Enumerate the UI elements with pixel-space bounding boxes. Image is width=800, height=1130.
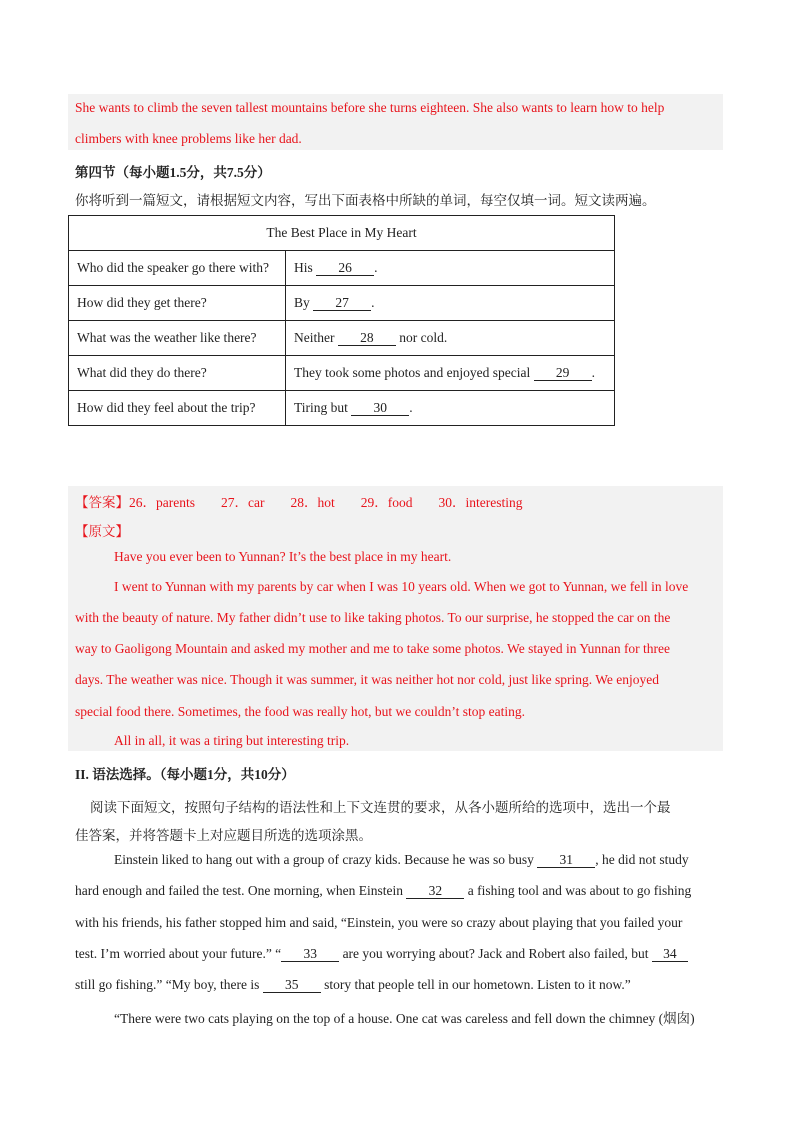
passage-line: test. I’m worried about your future.” “ 33 are you worrying about? Jack and Robert also failed, but 34 [75, 946, 688, 962]
table-row [69, 286, 615, 321]
table-row [69, 321, 615, 356]
table-question: How did they feel about the trip? [69, 391, 286, 426]
table-answer: Neither 28 nor cold. [286, 321, 615, 356]
table-question: What was the weather like there? [69, 321, 286, 356]
answers-label: 【答案】 [75, 495, 129, 510]
answers-line [75, 491, 522, 511]
section4-heading: 第四节（每小题1.5分，共7.5分） [75, 165, 271, 180]
table-answer: His 26 . [286, 251, 615, 286]
answer-item: 29．food [360, 495, 413, 510]
table-row [69, 391, 615, 426]
passage-line: hard enough and failed the test. One morning, when Einstein 32 a fishing tool and was about to go fishing [75, 883, 692, 898]
grammar-heading: II. 语法选择。（每小题1分，共10分） [75, 767, 295, 782]
listening-table [68, 215, 615, 426]
blank-31: 31 [537, 853, 595, 868]
blank-32: 32 [406, 884, 464, 899]
transcript-line: with the beauty of nature. My father didn’t use to like taking photos. To our surprise, he stopped the car on the [75, 610, 671, 625]
table-question: How did they get there? [69, 286, 286, 321]
table-answer: Tiring but 30 . [286, 391, 615, 426]
answer-item: 27．car [220, 495, 265, 510]
passage-line: “There were two cats playing on the top of a house. One cat was careless and fell down the chimney (烟囱) [114, 1011, 695, 1026]
table-question: Who did the speaker go there with? [69, 251, 286, 286]
answer-blank-29: 29 [534, 366, 592, 381]
blank-33: 33 [281, 947, 339, 962]
answer-blank-30: 30 [351, 401, 409, 416]
table-answer: By 27 . [286, 286, 615, 321]
transcript-line: days. The weather was nice. Though it was summer, it was neither hot nor cold, just like spring. We enjoyed [75, 672, 660, 687]
grammar-instruction-1: 阅读下面短文，按照句子结构的语法性和上下文连贯的要求，从各小题所给的选项中，选出一个最 [90, 800, 671, 815]
answer-blank-27: 27 [313, 296, 371, 311]
answer-blank-26: 26 [316, 261, 374, 276]
answer-item: 26．parents [129, 495, 195, 510]
blank-34: 34 [652, 947, 688, 962]
answer-item: 30．interesting [438, 495, 523, 510]
answer-blank-28: 28 [338, 331, 396, 346]
table-row [69, 356, 615, 391]
blank-35: 35 [263, 978, 321, 993]
table-question: What did they do there? [69, 356, 286, 391]
table-title: The Best Place in My Heart [69, 216, 615, 251]
passage-line: with his friends, his father stopped him and said, “Einstein, you were so crazy about playing that you failed your [75, 915, 683, 930]
top-answer-line2: climbers with knee problems like her dad. [75, 131, 302, 146]
section4-instruction: 你将听到一篇短文，请根据短文内容，写出下面表格中所缺的单词，每空仅填一词。短文读两遍。 [75, 193, 656, 208]
transcript-line: special food there. Sometimes, the food was really hot, but we couldn’t stop eating. [75, 704, 526, 719]
transcript-line: Have you ever been to Yunnan? It’s the best place in my heart. [114, 549, 452, 564]
transcript-line: way to Gaoligong Mountain and asked my mother and me to take some photos. We stayed in Yunnan for three [75, 641, 671, 656]
answer-item: 28．hot [290, 495, 335, 510]
table-title-row [69, 216, 615, 251]
table-answer: They took some photos and enjoyed special 29 . [286, 356, 615, 391]
top-answer-line1: She wants to climb the seven tallest mountains before she turns eighteen. She also wants to learn how to help [75, 100, 665, 115]
table-row [69, 251, 615, 286]
transcript-line: All in all, it was a tiring but interesting trip. [114, 733, 350, 748]
passage-line: Einstein liked to hang out with a group of crazy kids. Because he was so busy 31 , he did not study [114, 852, 689, 867]
source-label: 【原文】 [75, 524, 129, 539]
grammar-instruction-2: 佳答案，并将答题卡上对应题目所选的选项涂黑。 [75, 828, 372, 843]
transcript-line: I went to Yunnan with my parents by car when I was 10 years old. When we got to Yunnan, we fell in love [114, 579, 689, 594]
passage-line: still go fishing.” “My boy, there is 35 story that people tell in our hometown. Listen to it now.” [75, 977, 631, 992]
